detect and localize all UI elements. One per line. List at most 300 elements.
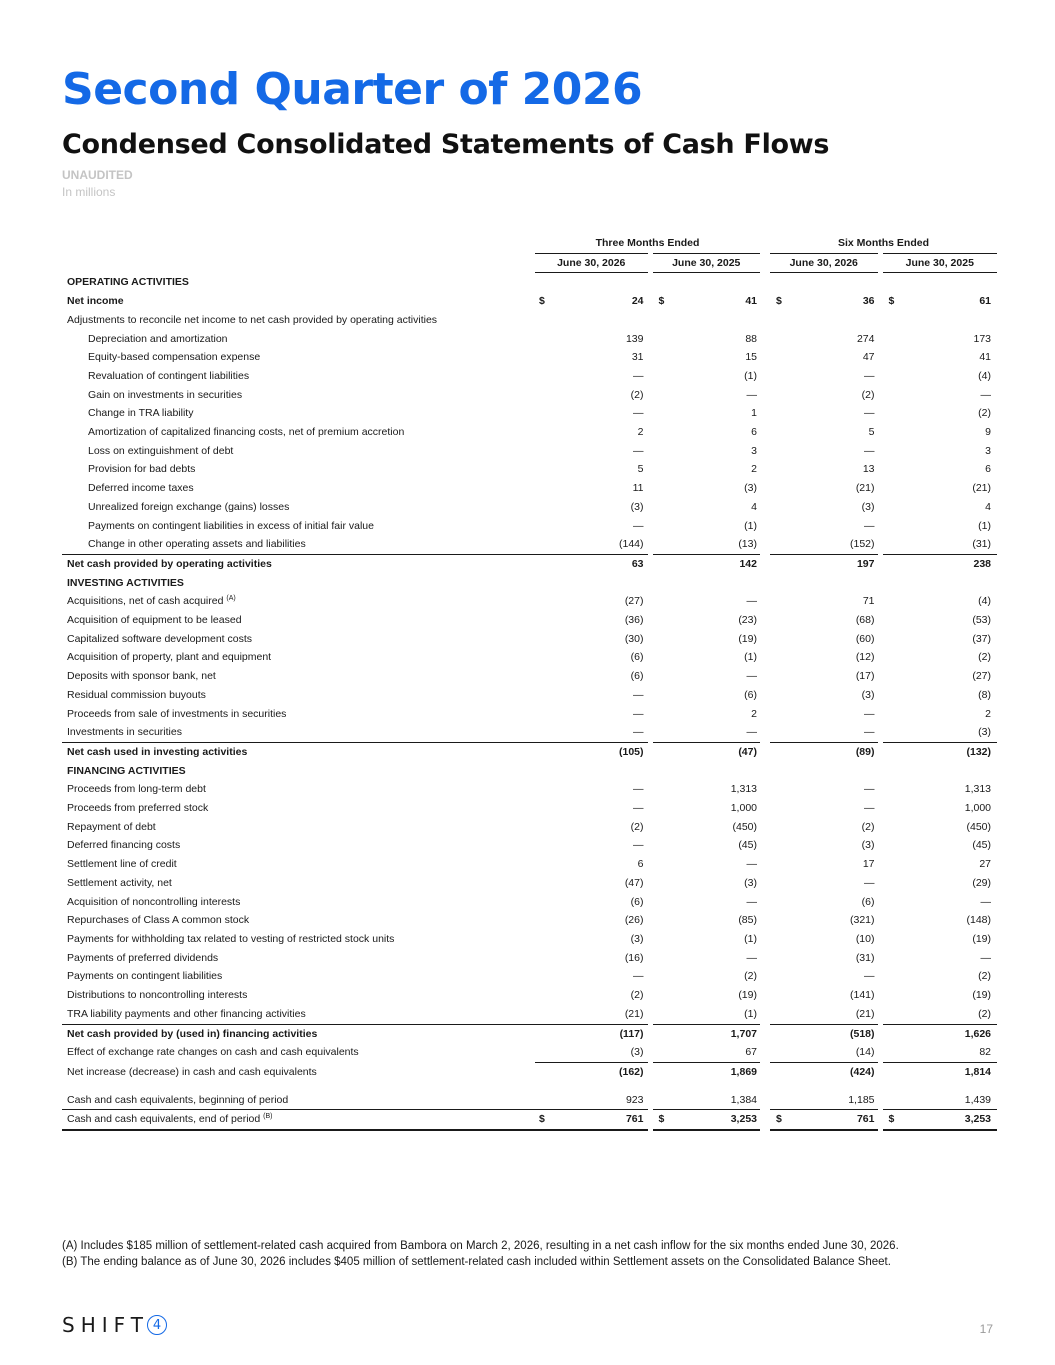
row-label: [62, 1024, 535, 1043]
row-label: [62, 836, 535, 855]
value-cell: [765, 592, 880, 611]
col-header-ytd-2026: June 30, 2026: [765, 253, 880, 273]
table-row: [62, 836, 997, 855]
value-cell: [765, 404, 880, 423]
row-label-text: Loss on extinguishment of debt: [88, 444, 234, 457]
value-cell: [880, 1062, 997, 1081]
cell-value: 1,313: [730, 783, 757, 796]
table-row: [62, 292, 997, 311]
cell-value: (6): [630, 670, 644, 683]
value-cell: [650, 967, 765, 986]
cell-value: 1,185: [848, 1093, 875, 1106]
table-row: [62, 1005, 997, 1024]
cell-value: 6: [637, 858, 644, 871]
dollar-sign: $: [658, 1113, 665, 1126]
cell-value: (47): [738, 745, 757, 758]
value-cell: [880, 517, 997, 536]
table-row: [62, 1043, 997, 1062]
cell-value: (162): [618, 1065, 644, 1078]
cell-value: 27: [979, 858, 992, 871]
value-cell: [535, 479, 650, 498]
col-header-ytd-2025: June 30, 2025: [880, 253, 997, 273]
row-label: [62, 874, 535, 893]
row-label-text: Acquisition of equipment to be leased: [67, 614, 242, 627]
row-label-text: Net increase (decrease) in cash and cash equivalents: [67, 1065, 317, 1078]
empty-cell: [880, 273, 997, 292]
cell-value: (3): [861, 839, 875, 852]
value-cell: [880, 292, 997, 311]
value-cell: [880, 423, 997, 442]
cell-value: —: [980, 895, 992, 908]
cell-value: —: [746, 595, 757, 608]
cell-value: 3: [751, 444, 757, 457]
row-label: [62, 911, 535, 930]
cell-value: (3): [630, 500, 644, 513]
value-cell: [880, 592, 997, 611]
cell-value: (105): [618, 745, 644, 758]
value-cell: [535, 911, 650, 930]
empty-cell: [765, 574, 880, 593]
value-cell: [765, 367, 880, 386]
value-cell: [765, 1005, 880, 1024]
row-label-text: Proceeds from sale of investments in securities: [67, 707, 287, 720]
row-label: [62, 292, 535, 311]
value-cell: [765, 442, 880, 461]
value-cell: [535, 1110, 650, 1130]
cell-value: (6): [744, 688, 757, 701]
value-cell: [650, 630, 765, 649]
dollar-sign: $: [776, 295, 782, 308]
row-label-text: Net income: [67, 295, 124, 308]
row-label: [62, 460, 535, 479]
cell-value: (144): [618, 538, 644, 551]
value-cell: [880, 911, 997, 930]
value-cell: [650, 517, 765, 536]
cell-value: (424): [849, 1065, 875, 1078]
row-label-text: Repayment of debt: [67, 820, 156, 833]
table-row: [62, 423, 997, 442]
value-cell: [535, 780, 650, 799]
row-label: [62, 799, 535, 818]
value-cell: [880, 930, 997, 949]
cell-value: —: [746, 388, 757, 401]
dollar-sign: $: [888, 295, 895, 308]
value-cell: [880, 723, 997, 742]
three-months-header: Three Months Ended: [535, 234, 765, 253]
cell-value: 3,253: [730, 1113, 757, 1126]
cell-value: (3): [630, 933, 644, 945]
cell-value: (117): [619, 1027, 644, 1040]
cell-value: (1): [744, 933, 757, 945]
dollar-sign: $: [658, 295, 665, 308]
cell-value: 4: [751, 500, 757, 513]
value-cell: [765, 517, 880, 536]
value-cell: [880, 460, 997, 479]
value-cell: [535, 630, 650, 649]
table-row: [62, 592, 997, 611]
empty-cell: [765, 311, 880, 330]
value-cell: [535, 648, 650, 667]
subtotal-row: [62, 1024, 997, 1043]
table-row: [62, 498, 997, 517]
value-cell: [535, 517, 650, 536]
value-cell: [880, 498, 997, 517]
cell-value: (45): [972, 839, 992, 852]
cell-value: —: [980, 388, 992, 401]
cell-value: (1): [744, 369, 757, 382]
value-cell: [765, 705, 880, 724]
value-cell: [650, 498, 765, 517]
value-cell: [765, 1091, 880, 1110]
value-cell: [535, 818, 650, 837]
row-label: [62, 517, 535, 536]
row-label-text: OPERATING ACTIVITIES: [67, 276, 189, 289]
spacer-row: [62, 1082, 997, 1091]
value-cell: [650, 893, 765, 912]
page-title: Second Quarter of 2026: [62, 64, 643, 115]
cell-value: (21): [855, 482, 875, 495]
value-cell: [535, 874, 650, 893]
table-row: [62, 667, 997, 686]
value-cell: [650, 404, 765, 423]
value-cell: [880, 554, 997, 573]
value-cell: [650, 442, 765, 461]
cell-value: —: [633, 707, 644, 720]
cell-value: (2): [861, 820, 875, 833]
cell-value: 1,707: [730, 1027, 757, 1040]
empty-cell: [650, 273, 765, 292]
cell-value: 238: [973, 557, 992, 570]
value-cell: [650, 1024, 765, 1043]
empty-cell: [880, 762, 997, 781]
cell-value: (2): [630, 989, 644, 1002]
row-label-text: Capitalized software development costs: [67, 632, 253, 645]
cell-value: —: [633, 369, 644, 382]
cell-value: —: [864, 970, 875, 983]
row-label: [62, 1043, 535, 1062]
row-label-text: Cash and cash equivalents, end of period: [67, 1113, 261, 1126]
cell-value: 2: [751, 463, 757, 476]
empty-cell: [535, 762, 650, 781]
value-cell: [880, 367, 997, 386]
value-cell: [765, 818, 880, 837]
cell-value: (30): [624, 632, 644, 645]
table-row: [62, 611, 997, 630]
cell-value: —: [633, 970, 644, 983]
value-cell: [535, 836, 650, 855]
value-cell: [765, 1062, 880, 1081]
cell-value: 173: [973, 332, 992, 345]
value-cell: [880, 648, 997, 667]
cell-value: 11: [632, 482, 644, 495]
value-cell: [880, 949, 997, 968]
table-row: [62, 1091, 997, 1110]
value-cell: [535, 799, 650, 818]
cell-value: —: [864, 707, 875, 720]
cell-value: (45): [738, 839, 757, 852]
value-cell: [765, 986, 880, 1005]
table-row: [62, 705, 997, 724]
cell-value: (132): [966, 745, 992, 758]
value-cell: [650, 535, 765, 554]
value-cell: [535, 686, 650, 705]
cell-value: (4): [978, 595, 992, 608]
value-cell: [650, 479, 765, 498]
cell-value: 5: [637, 463, 644, 476]
cell-value: 1,000: [730, 802, 757, 815]
section-header-row: [62, 574, 997, 593]
cell-value: —: [633, 839, 644, 852]
row-label: [62, 686, 535, 705]
cell-value: 9: [985, 426, 992, 439]
six-months-header: Six Months Ended: [765, 234, 997, 253]
cell-value: (53): [972, 614, 992, 627]
value-cell: [650, 292, 765, 311]
row-label: [62, 423, 535, 442]
cell-value: (1): [744, 651, 757, 664]
cell-value: 3,253: [964, 1113, 992, 1126]
row-label-text: Change in other operating assets and liabilities: [88, 538, 306, 551]
cell-value: (47): [624, 876, 644, 889]
page-number: 17: [979, 1322, 993, 1336]
row-label: [62, 667, 535, 686]
cell-value: (27): [972, 670, 992, 683]
units-label: In millions: [62, 185, 116, 199]
cell-value: 13: [862, 463, 875, 476]
cell-value: (1): [744, 1007, 757, 1020]
row-label: [62, 742, 535, 761]
cell-value: 274: [856, 332, 875, 345]
cell-value: 31: [631, 351, 644, 364]
value-cell: [765, 330, 880, 349]
row-label-text: Equity-based compensation expense: [88, 351, 261, 364]
row-label-text: Revaluation of contingent liabilities: [88, 369, 250, 382]
row-label-text: Payments on contingent liabilities in excess of initial fair value: [88, 519, 374, 532]
table-row: [62, 986, 997, 1005]
empty-cell: [880, 574, 997, 593]
cell-value: —: [864, 519, 875, 532]
value-cell: [765, 498, 880, 517]
row-label: [62, 479, 535, 498]
value-cell: [880, 1043, 997, 1062]
value-cell: [765, 949, 880, 968]
cell-value: (31): [855, 951, 875, 964]
value-cell: [650, 949, 765, 968]
row-label-text: Settlement line of credit: [67, 858, 177, 871]
cell-value: —: [633, 802, 644, 815]
column-group-header-row: [62, 234, 997, 253]
cell-value: (68): [855, 614, 875, 627]
logo-circle-four-icon: 4: [147, 1315, 167, 1335]
column-date-header-row: [62, 253, 997, 273]
value-cell: [535, 855, 650, 874]
cell-value: —: [746, 895, 757, 908]
row-label-text: Deferred financing costs: [67, 839, 181, 852]
cell-value: —: [864, 369, 875, 382]
value-cell: [650, 705, 765, 724]
row-label-text: Payments on contingent liabilities: [67, 970, 223, 983]
cell-value: (2): [978, 407, 992, 420]
row-label-text: Deposits with sponsor bank, net: [67, 670, 216, 683]
row-label: [62, 1005, 535, 1024]
value-cell: [535, 535, 650, 554]
cell-value: (2): [744, 970, 757, 983]
row-label-text: Net cash used in investing activities: [67, 745, 248, 758]
table-row: [62, 630, 997, 649]
row-label: [62, 723, 535, 742]
cell-value: (13): [738, 538, 757, 551]
value-cell: [880, 535, 997, 554]
value-cell: [880, 479, 997, 498]
value-cell: [535, 1062, 650, 1081]
value-cell: [650, 855, 765, 874]
value-cell: [650, 818, 765, 837]
cell-value: (1): [978, 519, 992, 532]
row-label: [62, 386, 535, 405]
cell-value: (518): [849, 1027, 875, 1040]
value-cell: [535, 893, 650, 912]
value-cell: [535, 442, 650, 461]
cell-value: (27): [624, 595, 644, 608]
row-label: [62, 273, 535, 292]
value-cell: [880, 1024, 997, 1043]
value-cell: [765, 686, 880, 705]
row-label-text: Payments for withholding tax related to vesting of restricted stock units: [67, 933, 395, 945]
row-label-text: Unrealized foreign exchange (gains) losses: [88, 500, 290, 513]
value-cell: [535, 1091, 650, 1110]
cell-value: 63: [631, 557, 644, 570]
cell-value: —: [633, 519, 644, 532]
value-cell: [535, 967, 650, 986]
value-cell: [765, 893, 880, 912]
cell-value: 71: [862, 595, 875, 608]
table-row: [62, 1110, 997, 1130]
row-label-text: Repurchases of Class A common stock: [67, 914, 250, 927]
cell-value: (6): [630, 651, 644, 664]
row-label: [62, 535, 535, 554]
cell-value: 197: [856, 557, 875, 570]
row-label: [62, 1062, 535, 1081]
value-cell: [765, 930, 880, 949]
cell-value: (1): [744, 519, 757, 532]
row-label-text: Residual commission buyouts: [67, 688, 206, 701]
cell-value: —: [864, 802, 875, 815]
value-cell: [880, 1110, 997, 1130]
table-row: [62, 386, 997, 405]
cell-value: (10): [855, 933, 875, 945]
row-label: [62, 554, 535, 573]
cell-value: 36: [862, 295, 875, 308]
cell-value: —: [633, 783, 644, 796]
cell-value: —: [746, 670, 757, 683]
cell-value: (450): [732, 820, 757, 833]
value-cell: [535, 348, 650, 367]
empty-cell: [765, 762, 880, 781]
cell-value: —: [746, 858, 757, 871]
row-label-text: Effect of exchange rate changes on cash and cash equivalents: [67, 1046, 359, 1059]
statement-title: Condensed Consolidated Statements of Cash Flows: [62, 129, 830, 160]
table-row: [62, 723, 997, 742]
cell-value: (19): [738, 632, 757, 645]
cell-value: (3): [978, 726, 992, 739]
value-cell: [535, 386, 650, 405]
value-cell: [650, 1043, 765, 1062]
cell-value: —: [633, 726, 644, 739]
cell-value: (2): [630, 388, 644, 401]
table-row: [62, 330, 997, 349]
value-cell: [765, 667, 880, 686]
value-cell: [650, 930, 765, 949]
cell-value: (17): [855, 670, 875, 683]
cell-value: 1,439: [964, 1093, 992, 1106]
cell-value: (89): [855, 745, 875, 758]
table-row: [62, 967, 997, 986]
subtotal-row: [62, 554, 997, 573]
empty-cell: [765, 273, 880, 292]
value-cell: [535, 292, 650, 311]
value-cell: [880, 836, 997, 855]
value-cell: [880, 330, 997, 349]
cell-value: 82: [979, 1046, 992, 1059]
cell-value: 5: [868, 426, 875, 439]
cell-value: (2): [630, 820, 644, 833]
row-label-text: Acquisition of property, plant and equipment: [67, 651, 272, 664]
value-cell: [765, 479, 880, 498]
value-cell: [880, 630, 997, 649]
cell-value: —: [633, 407, 644, 420]
cell-value: —: [864, 444, 875, 457]
row-label-text: Cash and cash equivalents, beginning of period: [67, 1093, 289, 1106]
table-body: [62, 273, 997, 1130]
value-cell: [880, 986, 997, 1005]
value-cell: [765, 348, 880, 367]
cell-value: (2): [978, 970, 992, 983]
value-cell: [765, 423, 880, 442]
section-header-row: [62, 273, 997, 292]
row-label-text: Depreciation and amortization: [88, 332, 228, 345]
cell-value: 17: [862, 858, 875, 871]
value-cell: [765, 292, 880, 311]
value-cell: [765, 1024, 880, 1043]
value-cell: [650, 386, 765, 405]
value-cell: [880, 442, 997, 461]
footnotes: [62, 1238, 1022, 1270]
value-cell: [535, 330, 650, 349]
cell-value: 15: [745, 351, 757, 364]
value-cell: [535, 667, 650, 686]
cell-value: 1,313: [964, 783, 992, 796]
table-row: [62, 442, 997, 461]
cell-value: 6: [751, 426, 757, 439]
value-cell: [880, 799, 997, 818]
cell-value: (26): [624, 914, 644, 927]
row-label: [62, 348, 535, 367]
value-cell: [880, 611, 997, 630]
table-row: [62, 874, 997, 893]
col-header-q2-2026: June 30, 2026: [535, 253, 650, 273]
table-row: [62, 404, 997, 423]
value-cell: [765, 723, 880, 742]
empty-cell: [535, 273, 650, 292]
value-cell: [765, 554, 880, 573]
cell-value: 2: [751, 707, 757, 720]
value-cell: [535, 1024, 650, 1043]
row-label: [62, 949, 535, 968]
cell-value: 41: [979, 351, 992, 364]
cash-flow-table: [62, 234, 997, 1131]
cell-value: 2: [637, 426, 644, 439]
value-cell: [880, 386, 997, 405]
